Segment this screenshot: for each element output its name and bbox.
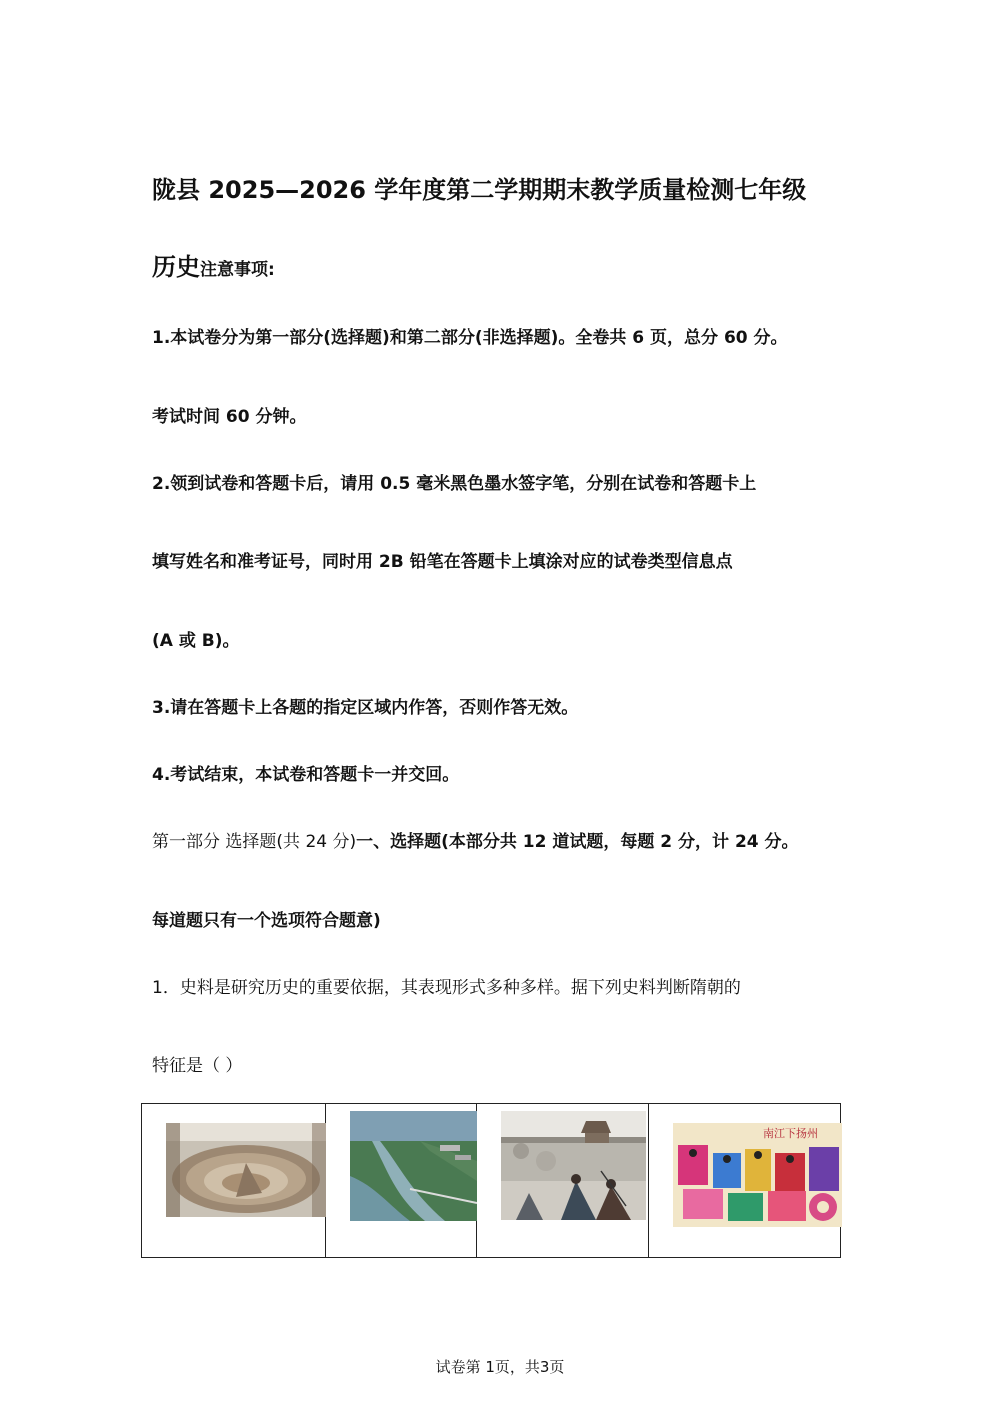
image-cell-2 [326, 1104, 477, 1257]
source-image-table [141, 1103, 841, 1258]
title-line-2 [152, 247, 275, 282]
note-1-cont: 考试时间 60 分钟。 [152, 407, 307, 427]
note-3: 3.请在答题卡上各题的指定区域内作答，否则作答无效。 [152, 698, 579, 718]
image-cell-3 [477, 1104, 649, 1257]
city-wall-battle-painting [501, 1111, 646, 1220]
note-2: 2.领到试卷和答题卡后，请用 0.5 毫米黑色墨水签字笔，分别在试卷和答题卡上 [152, 474, 757, 494]
question-1-stem: 1．史料是研究历史的重要依据，其表现形式多种多样。据下列史料判断隋朝的 [152, 978, 741, 998]
notes-label: 注意事项: [200, 260, 275, 280]
grand-canal-aerial-photo [350, 1111, 477, 1221]
section-heading: 一、选择题(本部分共 12 道试题，每题 2 分，计 24 分。 [356, 832, 799, 852]
image-cell-4 [649, 1104, 842, 1257]
section-heading-cont: 每道题只有一个选项符合题意) [152, 911, 381, 931]
granary-pit-photo [166, 1123, 326, 1217]
section-heading-line [152, 827, 799, 852]
page-footer: 试卷第 1页，共3页 [435, 1358, 565, 1376]
question-1-stem-cont: 特征是（ ） [152, 1056, 243, 1076]
page-title: 陇县 2025—2026 学年度第二学期期末教学质量检测七年级 [152, 176, 807, 204]
part-label: 第一部分 选择题(共 24 分) [152, 832, 357, 852]
note-1: 1.本试卷分为第一部分(选择题)和第二部分(非选择题)。全卷共 6 页，总分 60 分。 [152, 328, 788, 348]
painting-caption: 南江下扬州 [763, 1127, 818, 1140]
subject-title: 历史 [152, 253, 200, 281]
note-2-cont-2: (A 或 B)。 [152, 631, 240, 651]
image-cell-1 [142, 1104, 326, 1257]
procession-folk-painting [673, 1123, 842, 1227]
note-4: 4.考试结束，本试卷和答题卡一并交回。 [152, 765, 460, 785]
note-2-cont: 填写姓名和准考证号，同时用 2B 铅笔在答题卡上填涂对应的试卷类型信息点 [152, 552, 733, 572]
